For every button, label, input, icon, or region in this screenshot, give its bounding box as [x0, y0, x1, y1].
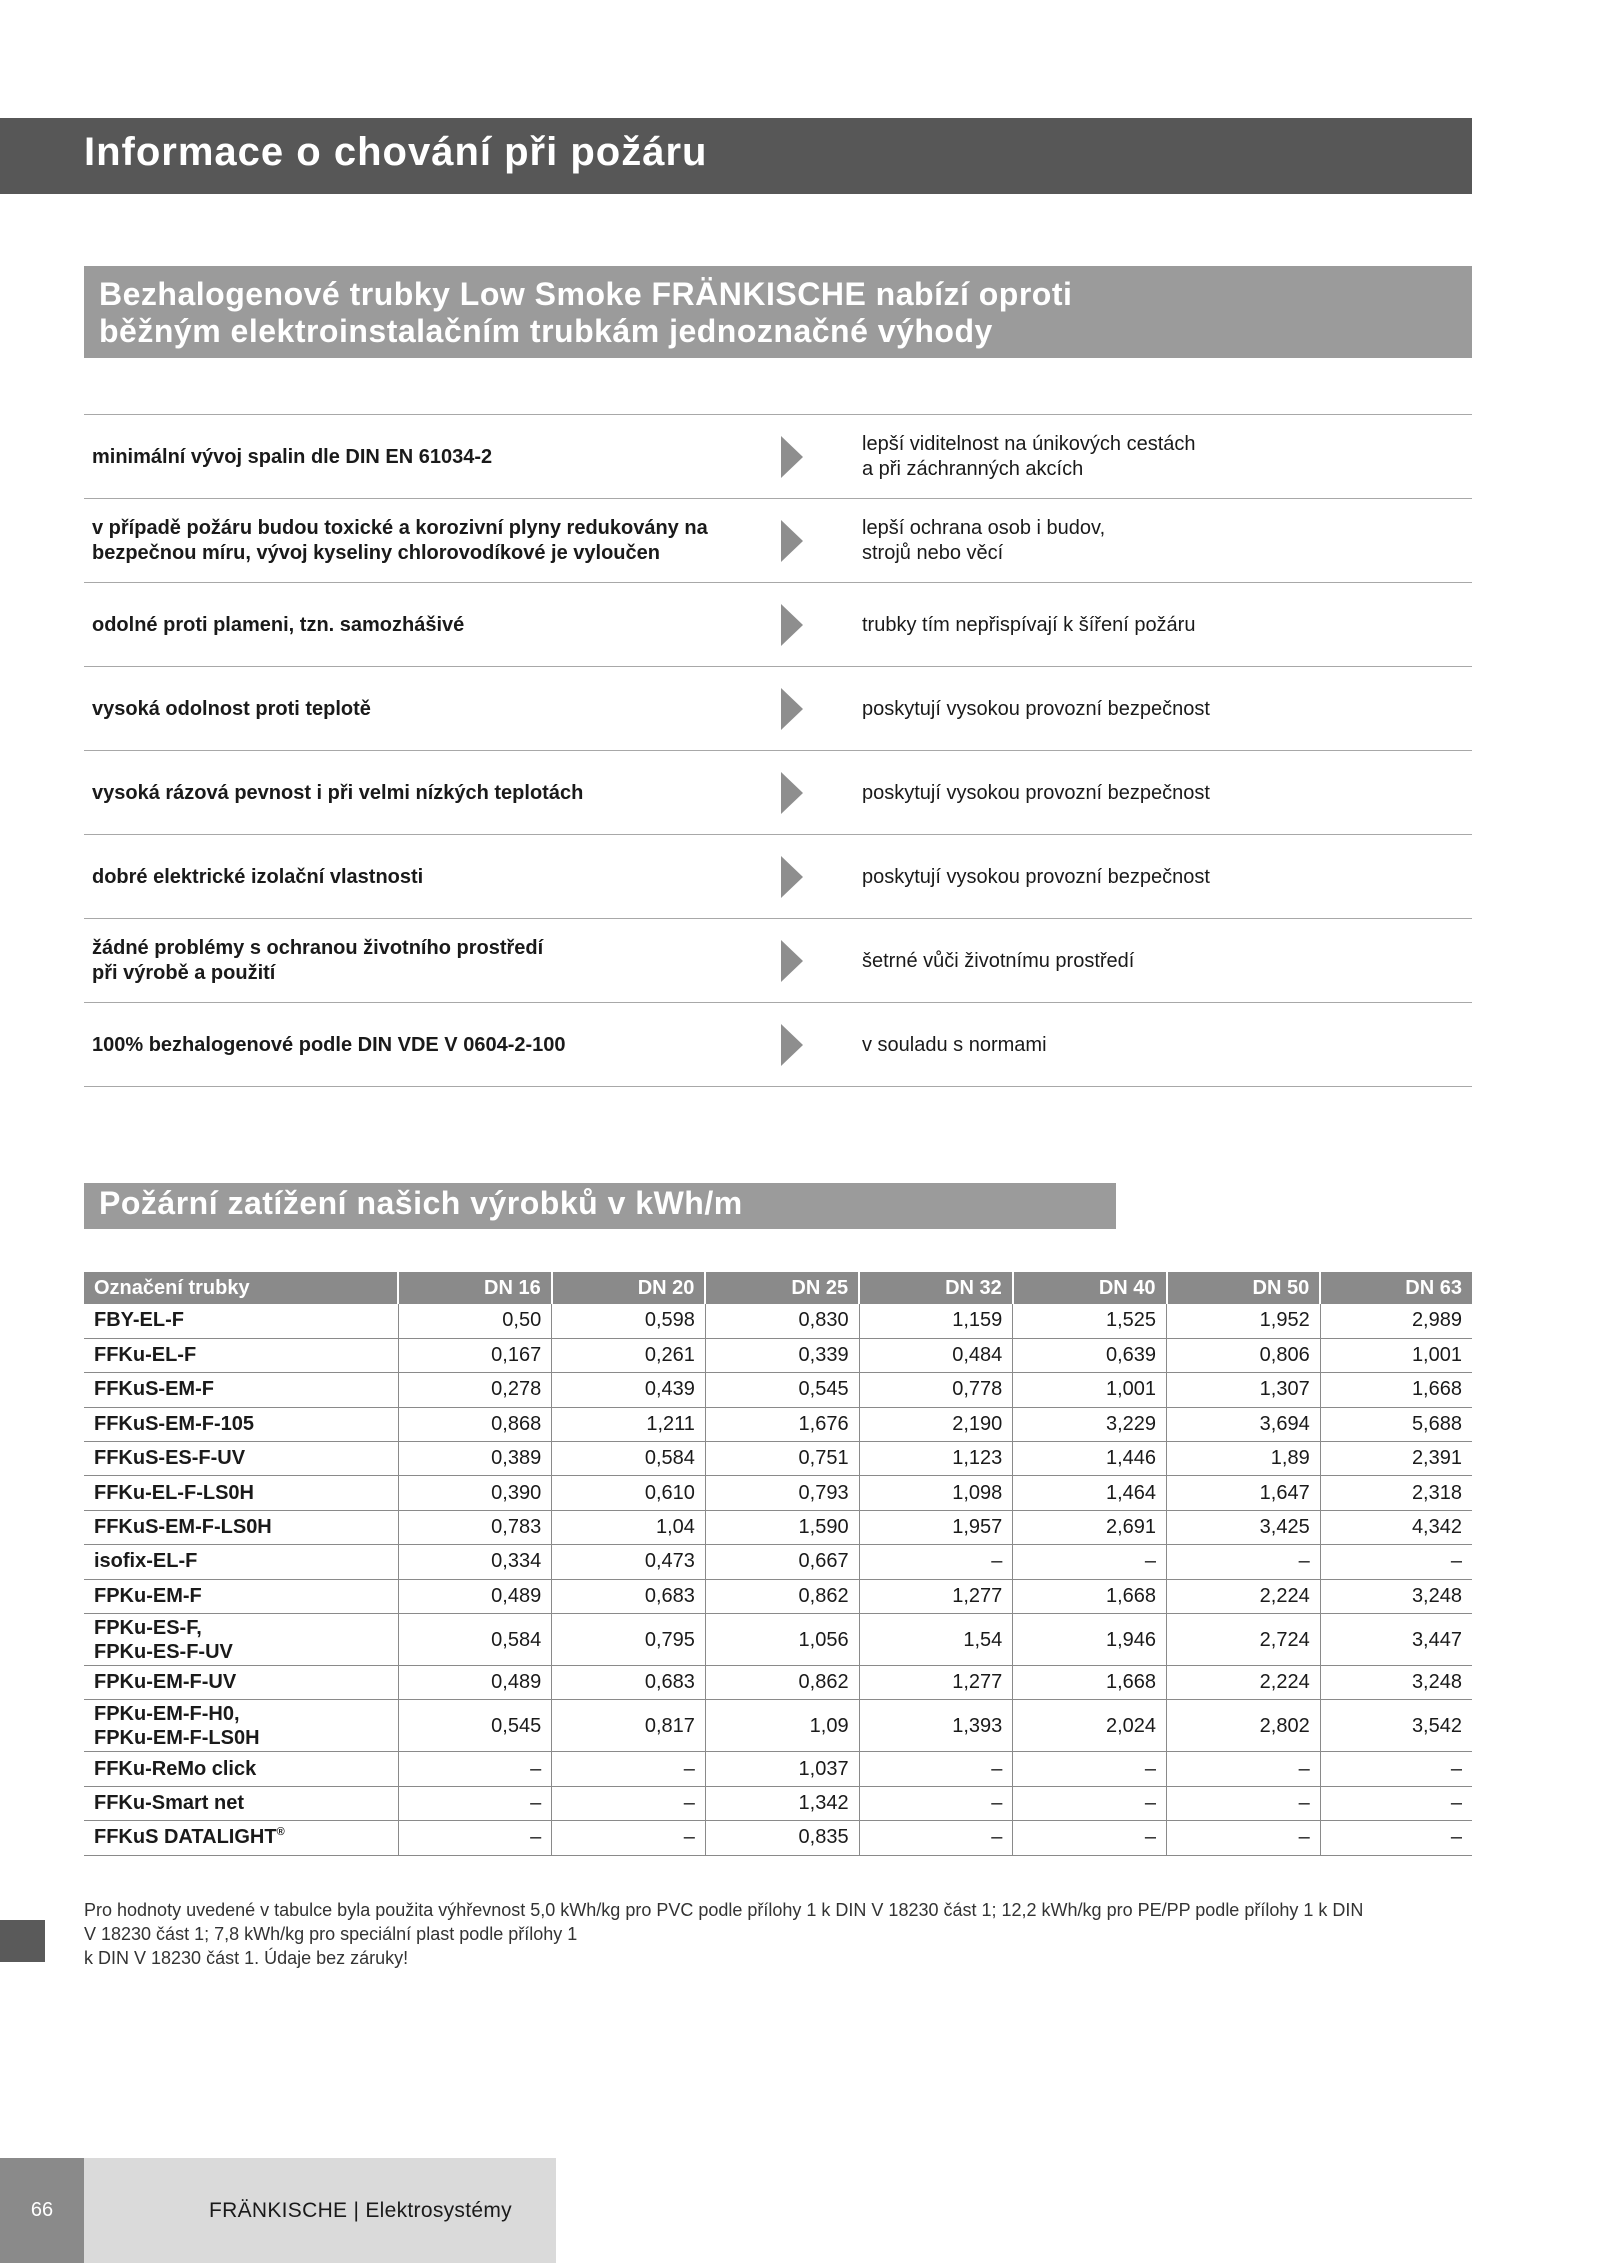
table-cell: – [1320, 1821, 1472, 1855]
table-cell: – [1320, 1786, 1472, 1820]
table-cell: 0,795 [552, 1614, 706, 1666]
table-cell: – [859, 1752, 1013, 1786]
table-cell: 0,545 [398, 1700, 552, 1752]
page-number: 66 [0, 2158, 84, 2263]
table-cell: 1,668 [1013, 1579, 1167, 1613]
row-label-text: FPKu-ES-F, FPKu-ES-F-UV [94, 1616, 233, 1663]
table-cell: – [1167, 1752, 1321, 1786]
table-cell: 3,248 [1320, 1666, 1472, 1700]
table-cell: 0,489 [398, 1579, 552, 1613]
table-row [84, 1545, 1472, 1579]
benefit-result: v souladu s normami [862, 1033, 1047, 1056]
table-cell: 0,868 [398, 1407, 552, 1441]
table-cell: 5,688 [1320, 1407, 1472, 1441]
table-row [84, 1510, 1472, 1544]
table-cell: – [398, 1821, 552, 1855]
row-label-text: FFKuS-ES-F-UV [94, 1447, 246, 1470]
table-cell: 0,489 [398, 1666, 552, 1700]
column-header: DN 25 [705, 1272, 859, 1304]
table-row [84, 1700, 1472, 1752]
row-label [84, 1510, 398, 1544]
table-cell: 0,683 [552, 1666, 706, 1700]
table-cell: 0,261 [552, 1338, 706, 1372]
table-row [84, 1666, 1472, 1700]
table-row [84, 1786, 1472, 1820]
side-marker [0, 1920, 45, 1962]
table-cell: 1,037 [705, 1752, 859, 1786]
table-cell: 0,806 [1167, 1338, 1321, 1372]
benefit-row [84, 667, 1472, 751]
column-header: Označení trubky [84, 1272, 398, 1304]
table-cell: 2,024 [1013, 1700, 1167, 1752]
table-header-row [84, 1272, 1472, 1304]
row-label-text: FPKu-EM-F-UV [94, 1671, 237, 1694]
benefit-property: vysoká rázová pevnost i při velmi nízkých teplotách [92, 781, 584, 804]
table-cell: 1,946 [1013, 1614, 1167, 1666]
benefit-property: žádné problémy s ochranou životního prostředí při výrobě a použití [92, 937, 544, 984]
arrow-right-icon [781, 604, 803, 646]
table-row [84, 1304, 1472, 1338]
table-cell: 0,473 [552, 1545, 706, 1579]
arrow-right-icon [781, 520, 803, 562]
table-cell: 1,04 [552, 1510, 706, 1544]
table-cell: 1,098 [859, 1476, 1013, 1510]
table-cell: 0,835 [705, 1821, 859, 1855]
table-cell: 3,229 [1013, 1407, 1167, 1441]
table-cell: 1,446 [1013, 1442, 1167, 1476]
benefit-property: dobré elektrické izolační vlastnosti [92, 865, 424, 888]
table-row [84, 1442, 1472, 1476]
benefits-heading: Bezhalogenové trubky Low Smoke FRÄNKISCHE nabízí oproti běžným elektroinstalačním trubkám jednoznačné výhody [99, 276, 1073, 349]
benefit-result: lepší viditelnost na únikových cestách a při záchranných akcích [862, 433, 1196, 480]
row-label [84, 1304, 398, 1338]
table-cell: 0,584 [552, 1442, 706, 1476]
table-cell: 0,862 [705, 1666, 859, 1700]
table-cell: 2,989 [1320, 1304, 1472, 1338]
registered-mark: ® [276, 1826, 285, 1839]
table-cell: 1,525 [1013, 1304, 1167, 1338]
benefit-result: lepší ochrana osob i budov, strojů nebo věcí [862, 517, 1106, 564]
table-cell: 0,639 [1013, 1338, 1167, 1372]
table-cell: 2,190 [859, 1407, 1013, 1441]
row-label [84, 1373, 398, 1407]
table-cell: 2,224 [1167, 1666, 1321, 1700]
table-cell: 1,647 [1167, 1476, 1321, 1510]
row-label [84, 1579, 398, 1613]
table-cell: – [1013, 1545, 1167, 1579]
benefit-property: vysoká odolnost proti teplotě [92, 697, 371, 720]
benefit-result: poskytují vysokou provozní bezpečnost [862, 697, 1210, 720]
table-cell: 2,724 [1167, 1614, 1321, 1666]
table-row [84, 1476, 1472, 1510]
page-title-bar [0, 118, 1472, 194]
arrow-right-icon [781, 856, 803, 898]
table-cell: – [1167, 1545, 1321, 1579]
table-cell: 0,439 [552, 1373, 706, 1407]
table-cell: 0,167 [398, 1338, 552, 1372]
benefit-property: odolné proti plameni, tzn. samozhášivé [92, 613, 465, 636]
table-cell: 1,056 [705, 1614, 859, 1666]
row-label [84, 1786, 398, 1820]
benefit-row [84, 583, 1472, 667]
table-cell: 1,277 [859, 1666, 1013, 1700]
row-label [84, 1752, 398, 1786]
table-cell: – [1167, 1786, 1321, 1820]
table-cell: 1,211 [552, 1407, 706, 1441]
table-cell: 3,248 [1320, 1579, 1472, 1613]
table-cell: 4,342 [1320, 1510, 1472, 1544]
table-cell: – [552, 1821, 706, 1855]
row-label-text: FFKuS-EM-F [94, 1378, 214, 1401]
benefit-row [84, 415, 1472, 499]
benefit-result: trubky tím nepřispívají k šíření požáru [862, 613, 1196, 636]
table-cell: 0,598 [552, 1304, 706, 1338]
table-cell: 0,584 [398, 1614, 552, 1666]
row-label [84, 1666, 398, 1700]
table-cell: 1,001 [1013, 1373, 1167, 1407]
table-body [84, 1304, 1472, 1855]
table-cell: 2,318 [1320, 1476, 1472, 1510]
table-cell: 0,783 [398, 1510, 552, 1544]
arrow-right-icon [781, 772, 803, 814]
benefit-row [84, 751, 1472, 835]
table-cell: 0,817 [552, 1700, 706, 1752]
table-cell: 1,393 [859, 1700, 1013, 1752]
row-label-text: FPKu-EM-F [94, 1584, 202, 1607]
column-header: DN 40 [1013, 1272, 1167, 1304]
arrow-right-icon [781, 688, 803, 730]
fire-load-table [84, 1272, 1472, 1856]
row-label-text: FPKu-EM-F-H0, FPKu-EM-F-LS0H [94, 1702, 260, 1749]
row-label [84, 1545, 398, 1579]
table-cell: 0,830 [705, 1304, 859, 1338]
table-cell: 0,862 [705, 1579, 859, 1613]
row-label [84, 1476, 398, 1510]
table-cell: – [1320, 1752, 1472, 1786]
row-label-text: FFKuS-EM-F-105 [94, 1412, 254, 1435]
row-label [84, 1614, 398, 1666]
table-row [84, 1579, 1472, 1613]
table-row [84, 1614, 1472, 1666]
benefit-row [84, 499, 1472, 583]
table-cell: – [398, 1752, 552, 1786]
table-cell: 0,389 [398, 1442, 552, 1476]
table-cell: 0,751 [705, 1442, 859, 1476]
table-cell: 0,610 [552, 1476, 706, 1510]
table-cell: 1,668 [1013, 1666, 1167, 1700]
table-cell: 0,667 [705, 1545, 859, 1579]
table-cell: – [1013, 1786, 1167, 1820]
row-label [84, 1407, 398, 1441]
table-cell: 0,484 [859, 1338, 1013, 1372]
table-cell: 1,676 [705, 1407, 859, 1441]
row-label [84, 1821, 398, 1855]
table-cell: 1,89 [1167, 1442, 1321, 1476]
table-cell: 0,683 [552, 1579, 706, 1613]
table-row [84, 1752, 1472, 1786]
arrow-right-icon [781, 940, 803, 982]
table-cell: – [552, 1786, 706, 1820]
table-cell: 1,957 [859, 1510, 1013, 1544]
table-cell: 1,159 [859, 1304, 1013, 1338]
benefits-list [84, 414, 1472, 1087]
row-label [84, 1700, 398, 1752]
row-label [84, 1442, 398, 1476]
table-cell: 1,277 [859, 1579, 1013, 1613]
arrow-right-icon [781, 1024, 803, 1066]
footnote: Pro hodnoty uvedené v tabulce byla použita výhřevnost 5,0 kWh/kg pro PVC podle přílohy 1 k DIN V 18230 část 1; 12,2 kWh/kg pro PE/PP podle přílohy 1 k DIN V 18230 část 1; 7,8 kWh/kg pro speciální plast podle přílohy 1 k DIN V 18230 část 1. Údaje bez záruky! [84, 1900, 1364, 1968]
benefit-property: minimální vývoj spalin dle DIN EN 61034-2 [92, 445, 493, 468]
table-cell: – [552, 1752, 706, 1786]
table-cell: 3,694 [1167, 1407, 1321, 1441]
table-cell: 2,224 [1167, 1579, 1321, 1613]
benefit-row [84, 1003, 1472, 1087]
table-cell: 1,342 [705, 1786, 859, 1820]
table-cell: 1,307 [1167, 1373, 1321, 1407]
table-cell: – [1167, 1821, 1321, 1855]
table-cell: – [859, 1786, 1013, 1820]
row-label-text: FBY-EL-F [94, 1309, 184, 1332]
table-cell: 2,391 [1320, 1442, 1472, 1476]
table-cell: 2,691 [1013, 1510, 1167, 1544]
table-cell: – [1320, 1545, 1472, 1579]
benefit-row [84, 835, 1472, 919]
footer-brand: FRÄNKISCHE | Elektrosystémy [84, 2158, 556, 2263]
table-cell: 3,425 [1167, 1510, 1321, 1544]
table-cell: 0,778 [859, 1373, 1013, 1407]
table-row [84, 1821, 1472, 1855]
column-header: DN 16 [398, 1272, 552, 1304]
table-cell: 3,447 [1320, 1614, 1472, 1666]
benefit-result: poskytují vysokou provozní bezpečnost [862, 781, 1210, 804]
column-header: DN 20 [552, 1272, 706, 1304]
table-cell: – [859, 1821, 1013, 1855]
benefit-result: šetrné vůči životnímu prostředí [862, 949, 1135, 972]
row-label-text: FFKu-Smart net [94, 1791, 244, 1814]
column-header: DN 50 [1167, 1272, 1321, 1304]
table-cell: 0,278 [398, 1373, 552, 1407]
row-label-text: FFKu-EL-F-LS0H [94, 1481, 254, 1504]
table-cell: – [859, 1545, 1013, 1579]
table-cell: 1,001 [1320, 1338, 1472, 1372]
table-cell: 1,54 [859, 1614, 1013, 1666]
benefit-result: poskytují vysokou provozní bezpečnost [862, 865, 1210, 888]
table-cell: 1,09 [705, 1700, 859, 1752]
row-label-text: isofix-EL-F [94, 1550, 198, 1573]
arrow-right-icon [781, 436, 803, 478]
column-header: DN 32 [859, 1272, 1013, 1304]
page-title: Informace o chování při požáru [84, 130, 708, 174]
table-cell: 0,334 [398, 1545, 552, 1579]
benefit-property: 100% bezhalogenové podle DIN VDE V 0604-2-100 [92, 1033, 566, 1056]
row-label-text: FFKuS DATALIGHT [94, 1826, 277, 1849]
fire-load-heading-bar [84, 1183, 1116, 1229]
table-cell: 0,339 [705, 1338, 859, 1372]
table-cell: 1,464 [1013, 1476, 1167, 1510]
benefit-property: v případě požáru budou toxické a korozivní plyny redukovány na bezpečnou míru, vývoj kyseliny chlorovodíkové je vyloučen [92, 517, 708, 564]
benefit-row [84, 919, 1472, 1003]
table-row [84, 1407, 1472, 1441]
table-cell: 2,802 [1167, 1700, 1321, 1752]
column-header: DN 63 [1320, 1272, 1472, 1304]
table-cell: 1,952 [1167, 1304, 1321, 1338]
row-label-text: FFKu-EL-F [94, 1344, 197, 1367]
row-label-text: FFKu-ReMo click [94, 1757, 257, 1780]
table-cell: 1,590 [705, 1510, 859, 1544]
table-row [84, 1373, 1472, 1407]
table-row [84, 1338, 1472, 1372]
table-cell: – [1013, 1821, 1167, 1855]
table-cell: 3,542 [1320, 1700, 1472, 1752]
table-cell: 1,668 [1320, 1373, 1472, 1407]
benefits-heading-bar [84, 266, 1472, 358]
table-cell: – [1013, 1752, 1167, 1786]
row-label [84, 1338, 398, 1372]
row-label-text: FFKuS-EM-F-LS0H [94, 1516, 272, 1539]
table-cell: 0,50 [398, 1304, 552, 1338]
table-cell: 1,123 [859, 1442, 1013, 1476]
table-cell: 0,793 [705, 1476, 859, 1510]
table-cell: 0,390 [398, 1476, 552, 1510]
table-cell: 0,545 [705, 1373, 859, 1407]
table-cell: – [398, 1786, 552, 1820]
fire-load-heading: Požární zatížení našich výrobků v kWh/m [99, 1185, 743, 1221]
